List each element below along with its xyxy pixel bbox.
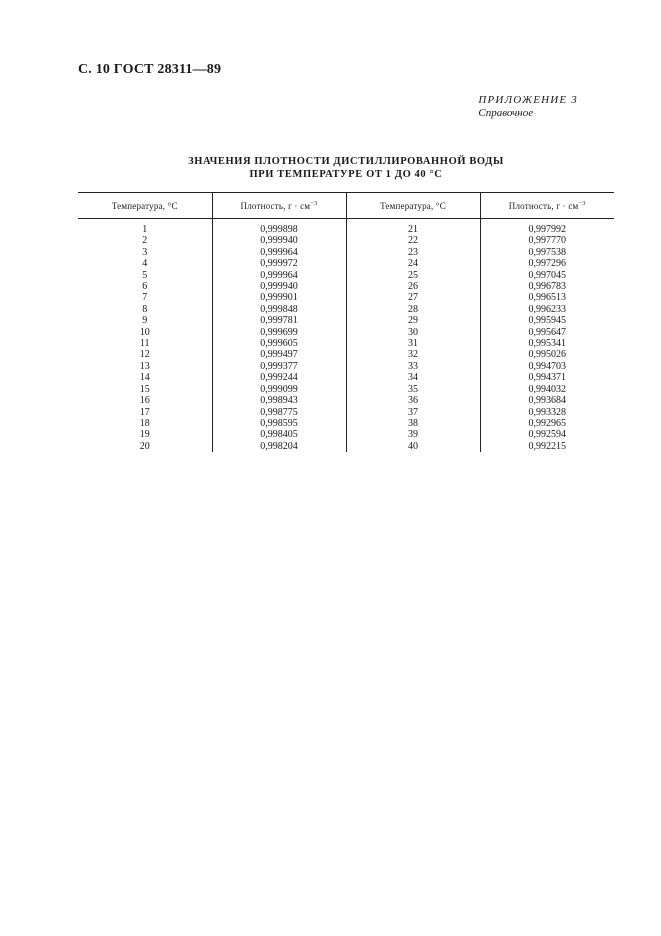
cell-temperature: 5 <box>142 269 148 281</box>
cell-temperature: 1 <box>142 224 148 235</box>
cell-temperature: 29 <box>346 315 480 326</box>
cell-density: 0,999699 <box>212 327 346 338</box>
cell-density: 0,992215 <box>480 441 614 452</box>
cell-density: 0,995945 <box>480 315 614 326</box>
cell-temperature: 32 <box>346 349 480 360</box>
cell-temperature: 31 <box>346 338 480 349</box>
cell-density: 0,998943 <box>212 395 346 406</box>
cell-temperature: 39 <box>346 429 480 440</box>
table-row <box>78 349 614 360</box>
cell-density: 0,999848 <box>212 304 346 315</box>
table-title-line-2: ПРИ ТЕМПЕРАТУРЕ ОТ 1 ДО 40 °С <box>249 169 443 180</box>
cell-temperature: 9 <box>142 315 148 327</box>
cell-temperature: 4 <box>142 258 148 270</box>
cell-density: 0,999781 <box>212 315 346 326</box>
appendix-title: ПРИЛОЖЕНИЕ 3 <box>478 94 578 106</box>
cell-density: 0,998405 <box>212 429 346 440</box>
cell-temperature: 10 <box>139 326 150 338</box>
cell-density: 0,999964 <box>212 247 346 258</box>
cell-density: 0,995647 <box>480 327 614 338</box>
cell-density: 0,995026 <box>480 349 614 360</box>
cell-temperature: 18 <box>139 417 150 429</box>
cell-temperature: 17 <box>139 406 150 418</box>
cell-temperature: 27 <box>346 292 480 303</box>
table-row <box>78 338 614 349</box>
table-row <box>78 292 614 303</box>
table-header-row <box>78 193 614 219</box>
cell-temperature: 6 <box>142 281 148 293</box>
table-row <box>78 384 614 395</box>
cell-density: 0,997045 <box>480 270 614 281</box>
density-table-container <box>78 192 614 452</box>
table-row <box>78 327 614 338</box>
cell-density: 0,997296 <box>480 258 614 269</box>
cell-temperature: 36 <box>346 395 480 406</box>
cell-density: 0,999901 <box>212 292 346 303</box>
table-row <box>78 315 614 326</box>
cell-density: 0,994371 <box>480 372 614 383</box>
column-header-density: Плотность, $г \cdot см^{-3}$ <box>480 193 614 219</box>
cell-temperature: 28 <box>346 304 480 315</box>
cell-temperature: 35 <box>346 384 480 395</box>
cell-temperature: 15 <box>139 383 150 395</box>
cell-density: 0,996513 <box>480 292 614 303</box>
table-row <box>78 441 614 452</box>
cell-temperature: 33 <box>346 361 480 372</box>
cell-temperature: 22 <box>346 235 480 246</box>
table-row <box>78 418 614 429</box>
cell-temperature: 23 <box>346 247 480 258</box>
page-header: С. 10 ГОСТ 28311—89 <box>78 62 222 77</box>
cell-density: 0,993684 <box>480 395 614 406</box>
cell-temperature: 38 <box>346 418 480 429</box>
table-row <box>78 395 614 406</box>
table-row <box>78 361 614 372</box>
cell-density: 0,999497 <box>212 349 346 360</box>
cell-temperature: 7 <box>142 292 148 304</box>
cell-density: 0,993328 <box>480 407 614 418</box>
density-table <box>78 192 614 452</box>
table-row <box>78 235 614 246</box>
table-row <box>78 281 614 292</box>
table-row <box>78 258 614 269</box>
appendix-subtitle: Справочное <box>478 107 534 119</box>
cell-temperature: 20 <box>139 440 150 452</box>
cell-density: 0,997770 <box>480 235 614 246</box>
cell-temperature: 25 <box>346 270 480 281</box>
cell-temperature: 11 <box>139 338 150 350</box>
cell-density: 0,999898 <box>212 219 346 236</box>
table-row <box>78 304 614 315</box>
cell-density: 0,999605 <box>212 338 346 349</box>
cell-density: 0,999964 <box>212 270 346 281</box>
cell-temperature: 26 <box>346 281 480 292</box>
cell-density: 0,995341 <box>480 338 614 349</box>
cell-density: 0,999940 <box>212 281 346 292</box>
column-header-temperature: Температура, °С <box>78 193 212 219</box>
table-row <box>78 270 614 281</box>
table-row <box>78 372 614 383</box>
cell-density: 0,998204 <box>212 441 346 452</box>
cell-density: 0,999244 <box>212 372 346 383</box>
cell-temperature: 14 <box>139 372 150 384</box>
column-header-density: Плотность, $г \cdot см^{-3}$ <box>212 193 346 219</box>
cell-density: 0,996783 <box>480 281 614 292</box>
cell-temperature: 40 <box>346 441 480 452</box>
cell-temperature: 30 <box>346 327 480 338</box>
cell-temperature: 3 <box>142 246 148 258</box>
table-row <box>78 429 614 440</box>
table-body <box>78 219 614 453</box>
cell-density: 0,996233 <box>480 304 614 315</box>
cell-density: 0,992965 <box>480 418 614 429</box>
cell-density: 0,999940 <box>212 235 346 246</box>
cell-temperature: 21 <box>346 219 480 236</box>
table-title-line-1: ЗНАЧЕНИЯ ПЛОТНОСТИ ДИСТИЛЛИРОВАННОЙ ВОДЫ <box>188 156 504 167</box>
cell-temperature: 12 <box>139 349 150 361</box>
cell-density: 0,998595 <box>212 418 346 429</box>
cell-temperature: 24 <box>346 258 480 269</box>
cell-temperature: 19 <box>139 429 150 441</box>
cell-temperature: 13 <box>139 360 150 372</box>
cell-density: 0,999972 <box>212 258 346 269</box>
table-title <box>78 155 614 181</box>
cell-density: 0,997538 <box>480 247 614 258</box>
cell-temperature: 34 <box>346 372 480 383</box>
appendix-label <box>478 94 578 120</box>
column-header-temperature: Температура, °С <box>346 193 480 219</box>
cell-density: 0,994032 <box>480 384 614 395</box>
cell-temperature: 2 <box>142 235 148 247</box>
cell-density: 0,998775 <box>212 407 346 418</box>
cell-density: 0,994703 <box>480 361 614 372</box>
cell-density: 0,999099 <box>212 384 346 395</box>
table-row <box>78 247 614 258</box>
cell-density: 0,992594 <box>480 429 614 440</box>
cell-density: 0,999377 <box>212 361 346 372</box>
table-row <box>78 407 614 418</box>
cell-density: 0,997992 <box>480 219 614 236</box>
table-row <box>78 219 614 236</box>
cell-temperature: 16 <box>139 395 150 407</box>
cell-temperature: 37 <box>346 407 480 418</box>
cell-temperature: 8 <box>142 303 148 315</box>
